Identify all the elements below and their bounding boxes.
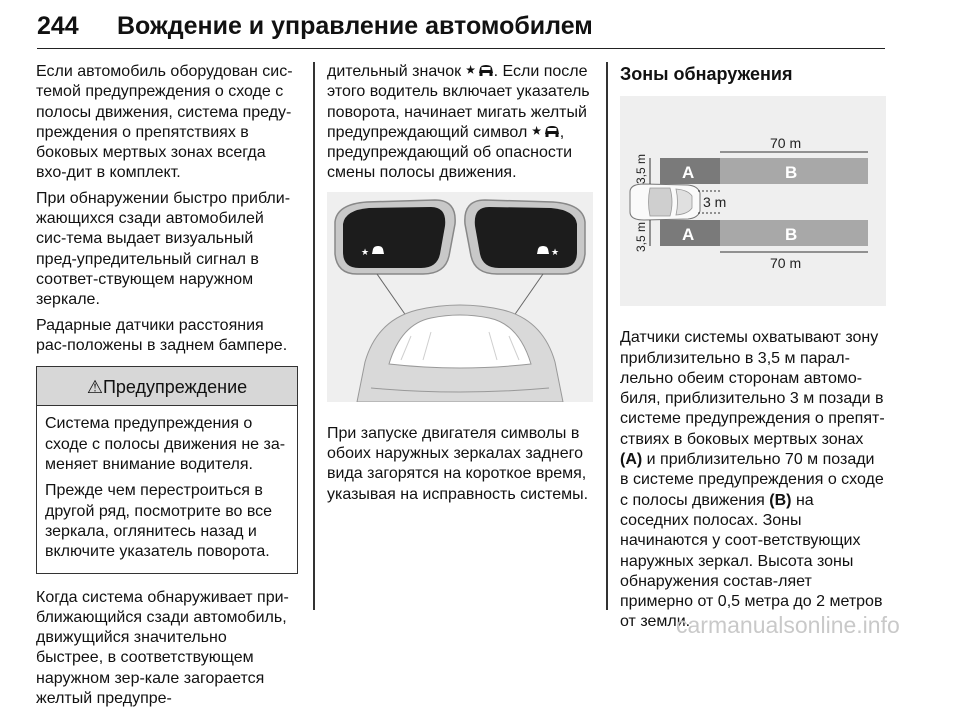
blind-spot-symbol-icon [532,124,560,138]
text-run: дительный значок [327,63,462,80]
warning-icon: ⚠ [86,377,103,398]
text-run: и приблизительно 70 м позади в системе предупреждения о сходе с полосы движения [620,451,884,509]
warning-title: Предупреждение [102,377,248,398]
warning-body [37,406,297,572]
zone-b-reference: (B) [769,491,792,509]
left-mirror [335,200,455,274]
svg-text:★: ★ [551,247,560,258]
warning-text: Система предупреждения о сходе с полосы движения не за-меняет внимание водителя. [45,415,286,474]
mirrors-illustration [327,192,593,402]
text-run: Датчики системы охватывают зону приблизительно в 3,5 м парал-лельно обеим сторонам автомо-биля, приблизительно 3 м позади в системе предупреждения о препят-ствиях в боковых мертвых зонах [620,329,885,448]
zone-b-label: B [785,163,798,183]
detection-zones-diagram [620,96,886,306]
paragraph: При запуске двигателя символы в обоих наружных зеркалах заднего вида загорятся на короткое время, указывая на исправность системы. [327,424,589,503]
section-title: Зоны обнаружения [620,64,793,84]
paragraph: Радарные датчики расстояния рас-положены в заднем бампере. [36,316,288,354]
car-top-view [630,184,700,220]
paragraph: Когда система обнаруживает при-ближающийся сзади автомобиль, движущийся значительно быстрее, в соответствующем наружном зер-кале загорается желтый предупре- [36,588,289,708]
text-run: на соседних полосах. Зоны начинаются у соот-ветствующих наружных зеркал. Высота зоны обнаружения состав-ляет примерно от 0,5 метра до 2 метров от земли. [620,491,883,631]
paragraph: Если автомобиль оборудован сис-темой предупреждения о сходе с полосы движения, система преду-преждения о препятствиях в боковых мертвых зонах всегда вхо-дит в комплект. [36,63,293,182]
zone-b-label: B [785,225,798,245]
right-mirror [465,200,585,274]
column-divider-left [313,62,315,610]
watermark: carmanualsonline.info [676,612,900,638]
page-title: Вождение и управление автомобилем [117,12,593,40]
zone-a-label: A [682,225,695,245]
zone-a-label: A [682,163,695,183]
zone-a-reference: (A) [620,451,643,469]
paragraph: При обнаружении быстро прибли-жающихся сзади автомобилей сис-тема выдает визуальный пред-упредительный сигнал в соответ-ствующем наружном зеркале. [36,189,291,309]
svg-text:★: ★ [361,247,370,258]
distance-label-70m: 70 m [770,135,802,152]
column-1 [36,62,298,714]
column-divider-right [606,62,608,610]
distance-label-3-5m: 3,5 m [634,154,648,185]
distance-label-3-5m: 3,5 m [634,222,648,253]
page-number: 244 [37,12,79,40]
warning-text: Прежде чем перестроиться в другой ряд, посмотрите во все зеркала, оглянитесь назад и включите указатель поворота. [45,482,273,561]
paragraph [327,62,599,184]
distance-label-3m: 3 m [703,194,727,211]
page-header [37,8,885,49]
text-run: , предупреждающий об опасности смены полосы движения. [327,123,573,182]
blind-spot-symbol-icon [466,63,494,77]
distance-label-70m: 70 m [770,255,802,272]
paragraph [620,328,886,632]
text-run: . Если после этого водитель включает указатель поворота, начинает мигать желтый предупреждающий символ [327,63,590,141]
warning-box [36,366,298,573]
warning-header [37,367,297,406]
column-2 [327,62,599,510]
column-3 [620,62,886,638]
